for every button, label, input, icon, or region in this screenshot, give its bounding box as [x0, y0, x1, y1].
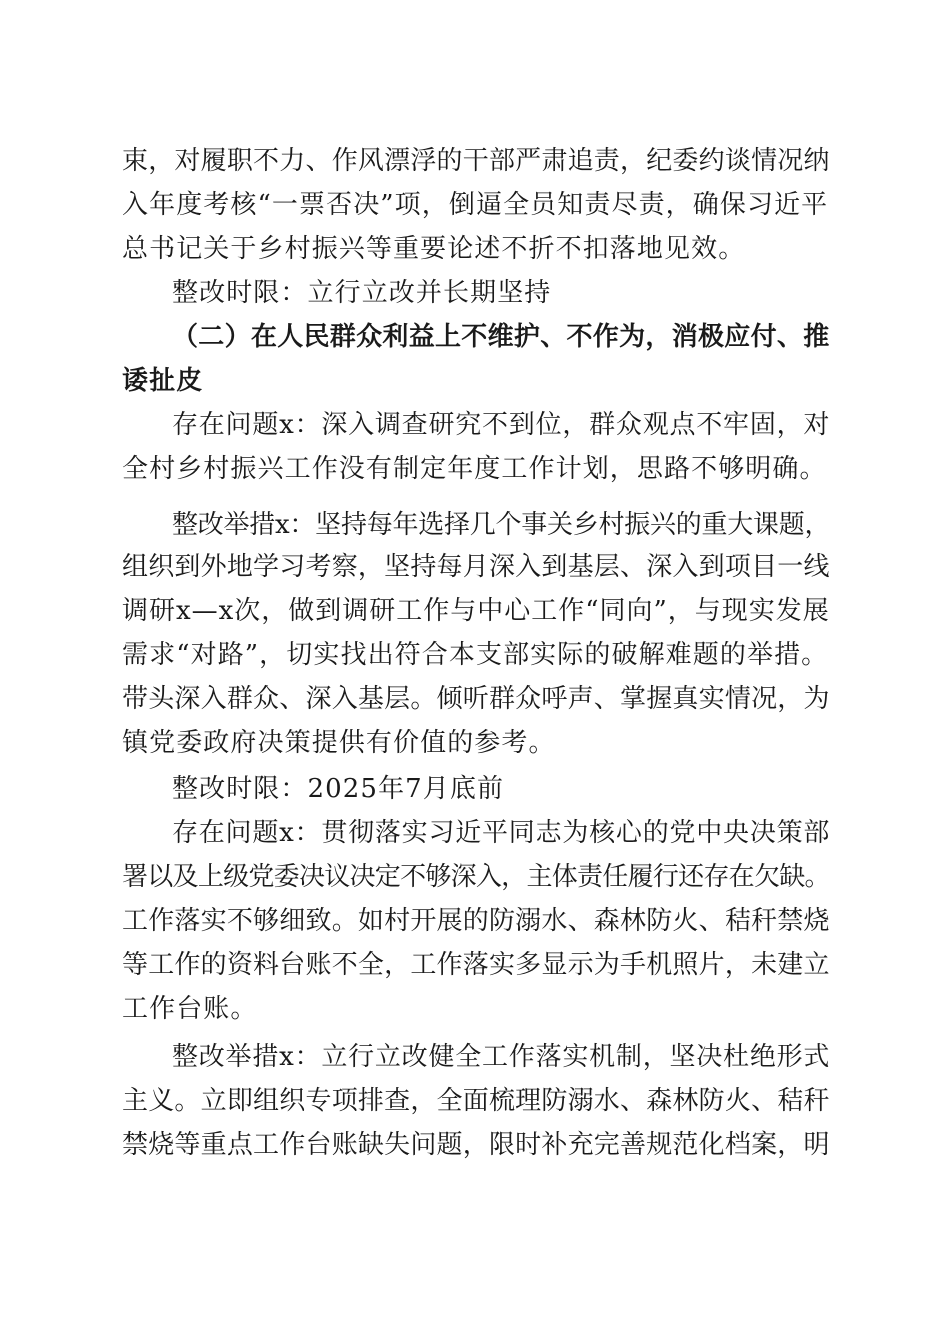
- text-line: 需求“对路”，切实找出符合本支部实际的破解难题的举措。: [122, 640, 829, 670]
- text-line: 束，对履职不力、作风漂浮的干部严肃追责，纪委约谈情况纳: [122, 146, 830, 176]
- section-heading: （二）在人民群众利益上不维护、不作为，消极应付、推: [172, 322, 830, 352]
- text-line: 工作落实不够细致。如村开展的防溺水、森林防火、秸秆禁烧: [122, 906, 830, 936]
- text-line: 总书记关于乡村振兴等重要论述不折不扣落地见效。: [122, 234, 746, 264]
- text-line: 入年度考核“一票否决”项，倒逼全员知责尽责，确保习近平: [122, 190, 829, 220]
- text-line: 全村乡村振兴工作没有制定年度工作计划，思路不够明确。: [122, 454, 827, 484]
- text-line: 等工作的资料台账不全，工作落实多显示为手机照片，未建立: [122, 950, 830, 980]
- deadline-line: 整改时限：2025年7月底前: [172, 774, 505, 804]
- problem-line: 存在问题x：贯彻落实习近平同志为核心的党中央决策部: [172, 818, 831, 848]
- text-line: 主义。立即组织专项排查，全面梳理防溺水、森林防火、秸秆: [122, 1086, 830, 1116]
- text-line: 工作台账。: [122, 994, 258, 1024]
- problem-line: 存在问题x：深入调查研究不到位，群众观点不牢固，对: [172, 410, 831, 440]
- text-line: 带头深入群众、深入基层。倾听群众呼声、掌握真实情况，为: [122, 684, 830, 714]
- section-heading-continued: 诿扯皮: [122, 366, 204, 396]
- text-line: 组织到外地学习考察，坚持每月深入到基层、深入到项目一线: [122, 552, 830, 582]
- text-line: 调研x—x次，做到调研工作与中心工作“同向”，与现实发展: [122, 596, 830, 626]
- text-line: 镇党委政府决策提供有价值的参考。: [122, 728, 556, 758]
- text-line: 署以及上级党委决议决定不够深入，主体责任履行还存在欠缺。: [122, 862, 830, 892]
- deadline-line: 整改时限：立行立改并长期坚持: [172, 278, 552, 308]
- measure-line: 整改举措x：坚持每年选择几个事关乡村振兴的重大课题，: [172, 510, 831, 540]
- text-line: 禁烧等重点工作台账缺失问题，限时补充完善规范化档案，明: [122, 1130, 830, 1160]
- measure-line: 整改举措x：立行立改健全工作落实机制，坚决杜绝形式: [172, 1042, 831, 1072]
